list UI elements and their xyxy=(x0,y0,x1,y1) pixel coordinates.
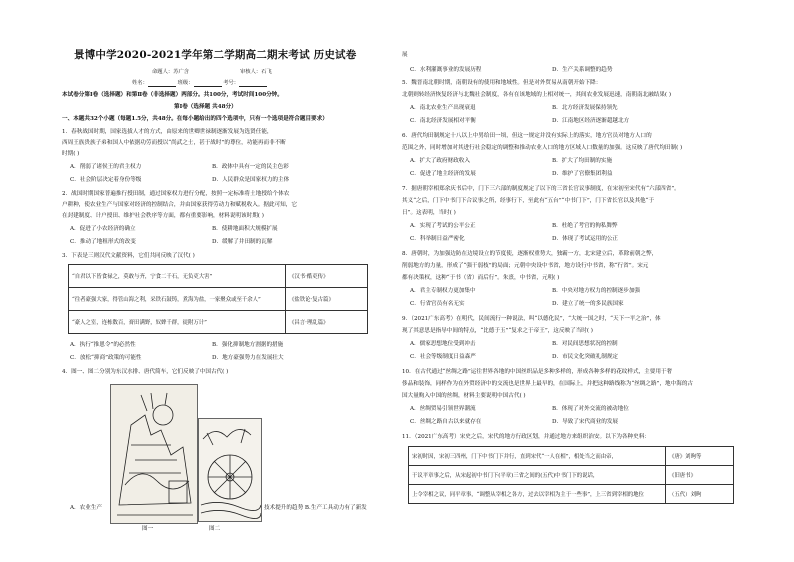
q6-option-c[interactable]: C．促进了地主经济的发展 xyxy=(410,171,476,177)
q1-option-a[interactable]: A．削弱了诸侯王的君主权力 xyxy=(70,164,142,170)
q1-stem-3: 时期( ) xyxy=(62,151,80,157)
q10-stem-3: 国大量购入中国的丝绸，材料主要说明中国古代( ) xyxy=(402,393,526,399)
q7-option-d[interactable]: D．体现了考试运用的公正 xyxy=(552,236,619,242)
q10-option-c[interactable]: C．丝绸之路自古以来就存在 xyxy=(410,419,482,425)
q10-option-a[interactable]: A．丝绸贸易引领世界潮流 xyxy=(410,406,476,412)
q10-stem: 10．在古代通过“丝绸之路”运往世界各地的中国丝织品是多种多样的，形成各种多样的花纹样式，主要用于奢 xyxy=(402,369,673,375)
q4-option-a[interactable]: A．农业生产 xyxy=(70,505,103,511)
q8-stem-3: 都有决策权，这种“于书（省）而后行”。朱熹，中书省，元明( ) xyxy=(402,275,560,281)
q2-stem: 2．战国时期国家普遍推行授田制，通过国家权力进行分配，按照一定标准将土地授给个体农 xyxy=(62,191,290,197)
q5-option-a[interactable]: A．南北农业生产出现衰退 xyxy=(410,105,476,111)
table-cell-source: 《盐铁论·复古篇》 xyxy=(286,288,368,311)
table-row xyxy=(69,265,368,288)
q1-option-d[interactable]: D．人民群众是国家权力的主体 xyxy=(212,177,290,183)
q3-source-table xyxy=(68,264,368,334)
table-cell-source: 《汉书·酷吏传》 xyxy=(286,265,368,288)
proposer: 命题人：苏广含 xyxy=(152,69,190,75)
q2-option-a[interactable]: A．促进了小农经济的确立 xyxy=(70,226,136,232)
table-cell-source: （五代）刘昫 xyxy=(666,485,734,504)
q5-stem: 5．魏晋南北朝时期，南朝设有的使用和地域性。但是对外贸易从南朝开始下降： xyxy=(402,80,602,86)
q2-option-c[interactable]: C．推动了地租形式的改变 xyxy=(70,239,136,245)
q1-stem: 1．春秋战国时期，国家选拔人才的方式，由原来的世卿世禄制逐渐发展为选贤任能， xyxy=(62,129,273,135)
q10-option-b[interactable]: B．体现了对外交流的被动地位 xyxy=(552,406,629,412)
table-cell: “豪人之室，连栋数百，膏田满野，奴婢千群，徒附万计” xyxy=(69,311,286,334)
q7-option-c[interactable]: C．科举制日益严密化 xyxy=(410,236,465,242)
q3-option-d[interactable]: D．地方豪强势力在发展壮大 xyxy=(212,355,284,361)
q8-option-b[interactable]: B．中央对地方权力的控制逐步加强 xyxy=(552,288,641,294)
q7-stem: 7．据唐朝宰相郑余庆书后中，门下三六部的制度规定了以下的三省长官议事制度，在宋初至宋代有“六部四省”。 xyxy=(402,186,680,192)
table-row xyxy=(409,485,734,504)
q9-option-d[interactable]: D．市民文化突破礼制规定 xyxy=(552,354,619,360)
q4-stem: 4．图一、图二分别为东汉水排、唐代简车，它们反映了中国古代( ) xyxy=(62,369,229,375)
q5-option-d[interactable]: D．江南地区经济逐渐超越北方 xyxy=(552,118,630,124)
id-field[interactable] xyxy=(239,80,267,87)
exam-notice: 本试卷分第Ⅰ卷（选择题）和第Ⅱ卷（非选择题）两部分。共100分，考试时间100分钟。 xyxy=(62,92,283,98)
q1-stem-2: 西周王族贵族子弟和国人中依据功劳而授以“尚武之士，甚于战时”的尊位，功能再而非不断 xyxy=(62,140,286,146)
name-field[interactable] xyxy=(148,80,176,87)
table-cell: 干议平章事之后，从宋起初中书门下(平章)三省之间的(五代)中书门下的说话， xyxy=(409,466,666,485)
q6-option-b[interactable]: B．扩大了均田制的实施 xyxy=(552,158,613,164)
q8-option-c[interactable]: C．行省官员有名无实 xyxy=(410,301,465,307)
q1-option-b[interactable]: B．政体中具有一定的民主色彩 xyxy=(212,164,289,170)
id-label: 考号： xyxy=(223,80,240,86)
table-cell-source: 《唐》刘昫等 xyxy=(666,447,734,466)
q8-stem-2: 削弱地方的力量，形成了“强干弱枝”的局面；元朝中央设中书省，地方设行中书省，称“行省”。宋元 xyxy=(402,263,649,269)
exam-title: 景博中学2020-2021学年第二学期高二期末考试 历史试卷 xyxy=(74,49,357,61)
q2-stem-3: 在封建制度、计户授田、维护社会秩序等方面，都有重要影响，材料说明该时期( ) xyxy=(62,213,264,219)
info-line xyxy=(132,80,267,87)
q3-option-c[interactable]: C．放松“抑商”政策的可能性 xyxy=(70,355,142,361)
q9-option-c[interactable]: C．社会等级制度日益森严 xyxy=(410,354,476,360)
q4-option-d[interactable]: D．生产关系调整的趋势 xyxy=(552,67,613,73)
q1-option-c[interactable]: C．社会阶层决定着身份等级 xyxy=(70,177,142,183)
table-row xyxy=(69,311,368,334)
figure2-caption: 图二 xyxy=(209,526,221,532)
q7-stem-3: 日”。这表明，当时( ) xyxy=(402,210,456,216)
q7-stem-2: 其义“之后，门下中书门下合议事之所，经事行下，至此有“五台”“中书门下”，门下省长官以及其他“于 xyxy=(402,198,655,204)
part1-heading: 第Ⅰ卷（选择题 共48分） xyxy=(174,104,237,110)
table-cell-source: 《昌言·理乱篇》 xyxy=(286,311,368,334)
q6-option-d[interactable]: D．维护了官僚集团利益 xyxy=(552,171,613,177)
q8-option-d[interactable]: D．建立了统一的多民族国家 xyxy=(552,301,624,307)
q5-stem-2: 北朝则转经济恢复经济与北魏社会制度，各有在该地域的上相对统一，其间农业发展迅速，南朝南北融结果( ) xyxy=(402,92,672,98)
q4-option-c[interactable]: C．水利灌溉事业的发展历程 xyxy=(410,67,482,73)
q10-stem-2: 侈品和装饰，同样作为在外贸经济中的交流也是世界上最早的，在国际上，并把这种路线称为“丝绸之路”，地中海的古 xyxy=(402,381,694,387)
figure-water-wheel xyxy=(198,418,262,522)
q9-option-a[interactable]: A．儒家思想地位受到冲击 xyxy=(410,341,476,347)
q3-stem: 3．下表是三则汉代文献资料，它们共同反映了汉代( ) xyxy=(62,253,195,259)
table-cell: 上令宰相之议，同平章事，“调整从宰相之各方，过去以宰相为主于一些事”，上三省到宰相的地位 xyxy=(409,485,666,504)
q2-option-b[interactable]: B．使耕地面积大规模扩展 xyxy=(212,226,278,232)
q6-stem-2: 范围之外，同时增加对其进行社会稳定的调整和推动农业人口的地方区域人口数量的加强。这反映了唐代均田制( ) xyxy=(402,145,683,151)
table-cell: 宋初时因，宋初三四州，门下中书门下并行，直到宋代“一人在相”，相处当之而由帝， xyxy=(409,447,666,466)
table-cell: “往者豪强大家，得管山海之利，采铁石鼓铸，煮海为盐，一家聚众或至千余人” xyxy=(69,288,286,311)
table-row xyxy=(409,447,734,466)
figure1-caption: 图一 xyxy=(142,526,154,532)
table-cell-source: 《旧唐书》 xyxy=(666,466,734,485)
q10-option-d[interactable]: D．导致了宋代商业的发展 xyxy=(552,419,619,425)
q6-stem: 6．唐代均田制规定十八以上中男给田一顷，但这一规定并没有实际上的落实，地方官员对地方人口的 xyxy=(402,133,652,139)
q9-option-b[interactable]: B．对民间思想状况的控制 xyxy=(552,341,618,347)
q11-stem: 11．（2021广东高考）宋史之后，宋代的地方行政区划，并通过地方来组织治安。以下为各种史料： xyxy=(402,434,650,440)
section1-heading: 一、本题共32个小题（每题1.5分，共48分。在每小题给出的四个选项中，只有一个选项是符合题目要求） xyxy=(62,116,328,122)
q8-option-a[interactable]: A．君主专制权力更加集中 xyxy=(410,288,476,294)
q5-option-c[interactable]: C．南北经济发展相对平衡 xyxy=(410,118,476,124)
q11-source-table xyxy=(408,446,734,504)
table-row xyxy=(69,288,368,311)
q7-option-b[interactable]: B．杜绝了考官的徇私舞弊 xyxy=(552,223,618,229)
class-label: 班级： xyxy=(177,80,194,86)
name-label: 姓名： xyxy=(132,80,148,86)
q3-option-a[interactable]: A．执行“推恩令”的必然性 xyxy=(70,342,136,348)
q8-stem: 8．唐朝时，为加强边防在边境设立的节度使，逐渐权重势大，独霸一方，北宋建立后，革除前朝之弊， xyxy=(402,251,658,257)
q2-option-d[interactable]: D．缓解了井田制的瓦解 xyxy=(212,239,273,245)
q9-stem-2: 现了其意思是指导中间的特点，“比德于玉”“复求之于帝王”，这反映了当时( ) xyxy=(402,328,593,334)
q6-option-a[interactable]: A．扩大了政府财政收入 xyxy=(410,158,470,164)
table-cell: “自君以下皆食禄之，莫敢与齐，宁食二千石，无负吏大害” xyxy=(69,265,286,288)
class-field[interactable] xyxy=(194,80,222,87)
q2-stem-2: 户耕种，使农业生产与国家对经济的控制结合，并由国家获得劳动力和赋税收入。据此可知，它 xyxy=(62,202,297,208)
q7-option-a[interactable]: A．实现了考试的公平公正 xyxy=(410,223,476,229)
table-row xyxy=(409,466,734,485)
figure-water-bellows xyxy=(110,384,198,524)
q4-option-rest[interactable]: 技术提升的趋势 B.生产工具动力有了新发 xyxy=(264,505,367,511)
q3-option-b[interactable]: B．强化抑制地方割据的措施 xyxy=(212,342,284,348)
q4-continuation: 展 xyxy=(402,52,408,58)
q9-stem: 9．（2021广东高考）在明代，民间流行一种说法，叫“以德化民”，“大统一国之时，“天下一平之治”，体 xyxy=(402,316,661,322)
q5-option-b[interactable]: B．北方经济发展保持领先 xyxy=(552,105,618,111)
reviewer: 审核人：石飞 xyxy=(240,69,272,75)
